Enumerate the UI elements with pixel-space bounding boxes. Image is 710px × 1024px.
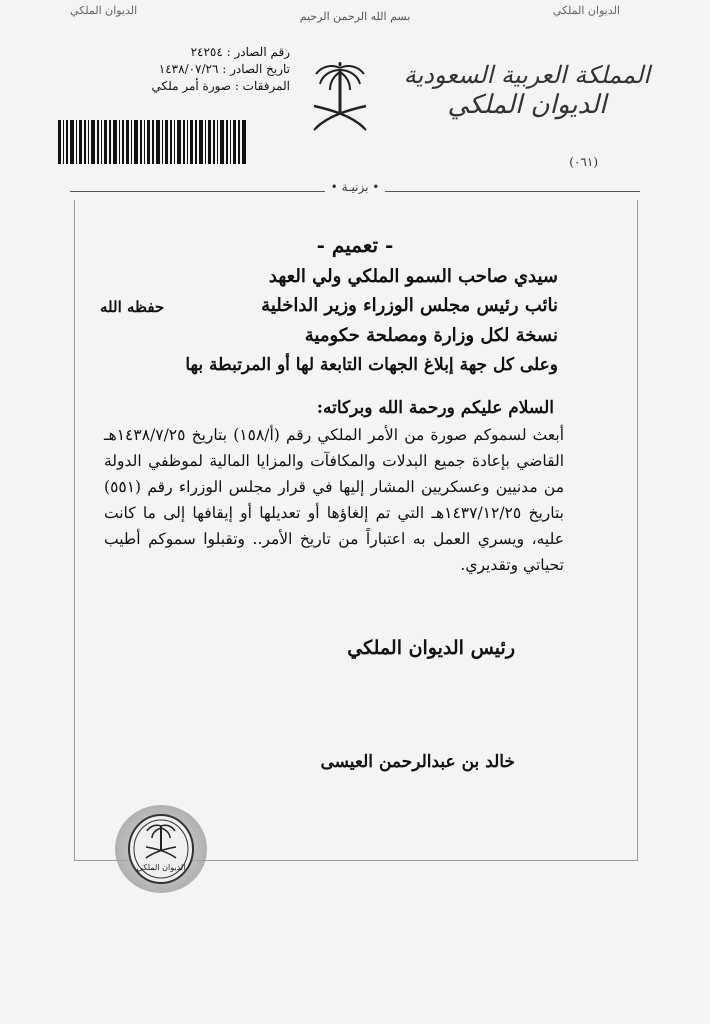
- addressee-line: وعلى كل جهة إبلاغ الجهات التابعة لها أو المرتبطة بها: [185, 355, 558, 375]
- issue-number: رقم الصادر : ٢٤٢٥٤: [190, 45, 290, 59]
- issue-date: تاريخ الصادر : ١٤٣٨/٠٧/٢٦: [158, 62, 290, 76]
- barcode-icon: [58, 120, 248, 164]
- circular-title: - تعميم -: [316, 233, 394, 257]
- basmala: بسم الله الرحمن الرحيم: [299, 10, 411, 23]
- header-ornament: [0, 180, 710, 194]
- royal-court-seal-icon: [112, 802, 210, 896]
- addressee-line: نائب رئيس مجلس الوزراء وزير الداخلية: [261, 295, 558, 316]
- letter-body: [104, 422, 564, 578]
- royal-court-name: الديوان الملكي: [447, 90, 607, 120]
- honorific: حفظه الله: [100, 298, 165, 316]
- issue-attachments: المرفقات : صورة أمر ملكي: [151, 79, 290, 93]
- addressee-line: سيدي صاحب السمو الملكي ولي العهد: [268, 266, 558, 287]
- addressee-line: نسخة لكل وزارة ومصلحة حكومية: [304, 325, 558, 346]
- greeting: السلام عليكم ورحمة الله وبركاته:: [316, 398, 554, 418]
- top-left-header: الديوان الملكي: [70, 4, 138, 17]
- ornament-text: • بزنيـة •: [325, 180, 386, 194]
- seal-text: الديوان الملكي: [136, 863, 186, 872]
- signatory-name: خالد بن عبدالرحمن العيسى: [320, 752, 515, 772]
- palm-swords-emblem-icon: [308, 58, 372, 136]
- kingdom-name: المملكة العربية السعودية: [403, 61, 650, 89]
- issue-info: [60, 44, 290, 95]
- form-number: (٠٦١): [569, 155, 598, 169]
- top-right-header: الديوان الملكي: [552, 4, 620, 17]
- kingdom-header: [404, 60, 650, 120]
- body-paragraph: أبعث لسموكم صورة من الأمر الملكي رقم (أ/١٥٨) بتاريخ ١٤٣٨/٧/٢٥هـ القاضي بإعادة جميع البدلات والمكافآت والمزايا المالية لموظفي الدولة من مدنيين وعسكريين المشار إليها في قرار مجلس الوزراء رقم (٥٥١) بتاريخ ١٤٣٧/١٢/٢٥هـ التي تم إلغاؤها أو تعديلها أو إيقافها إلى ما كانت عليه، ويسري العمل به اعتباراً من تاريخ الأمر.. وتقبلوا سموكم أطيب تحياتي وتقديري.: [104, 426, 564, 574]
- signatory-title: رئيس الديوان الملكي: [347, 637, 515, 659]
